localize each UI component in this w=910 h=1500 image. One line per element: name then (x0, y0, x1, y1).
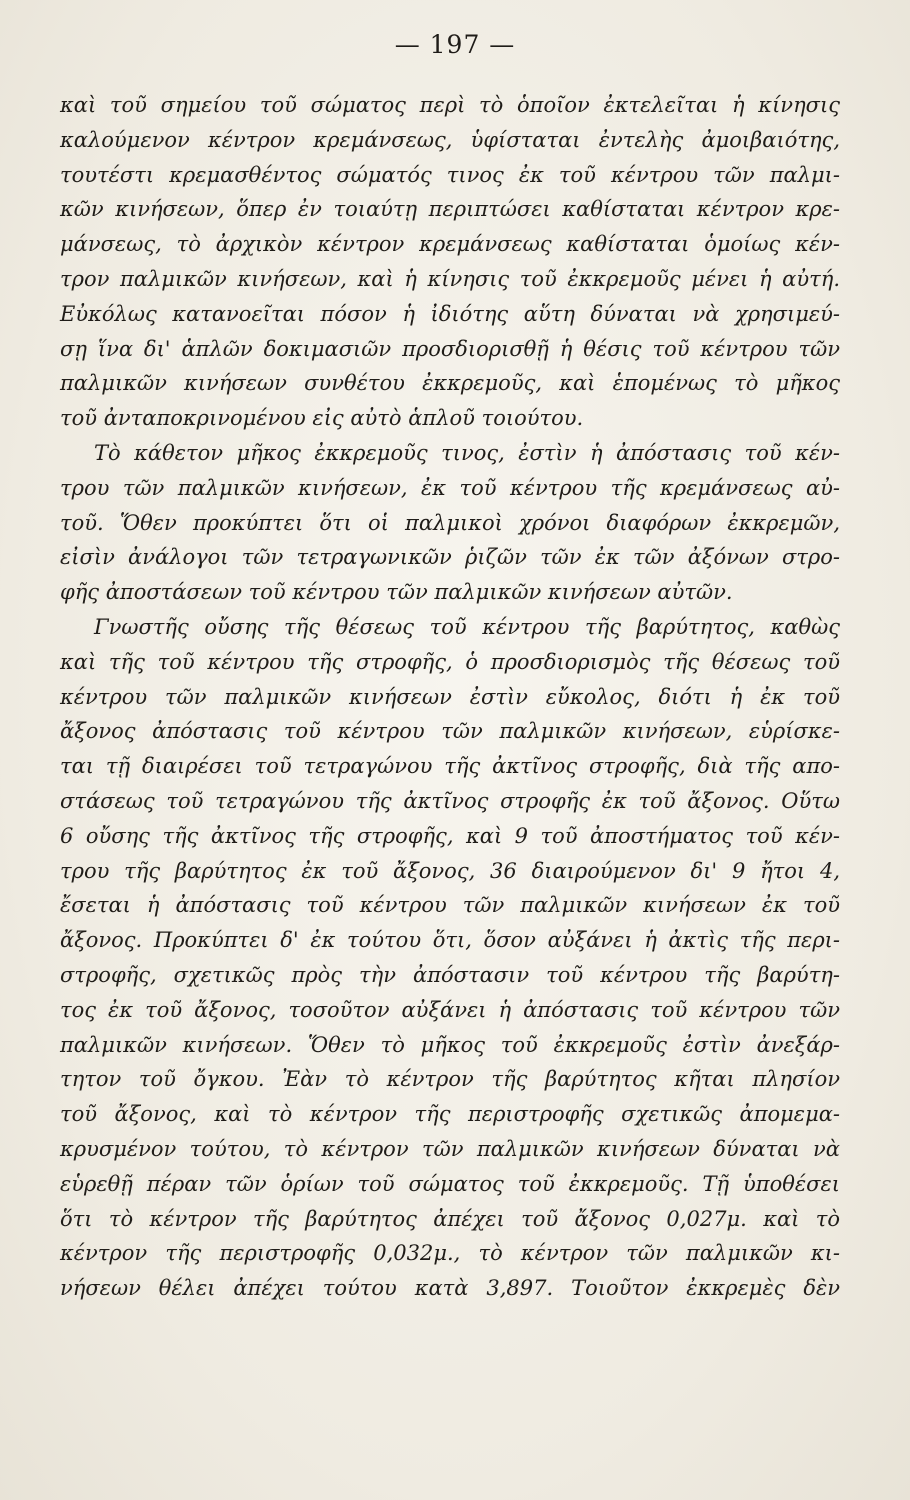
text-line: Εὐκόλως κατανοεῖται πόσον ἡ ἰδιότης αὕτη δύναται νὰ χρησιμεύ- (60, 301, 840, 326)
text-line: φῆς ἀποστάσεων τοῦ κέντρου τῶν παλμικῶν κινήσεων αὐτῶν. (60, 580, 733, 605)
text-line: εὑρεθῇ πέραν τῶν ὁρίων τοῦ σώματος τοῦ ἐκκρεμοῦς. Τῇ ὑποθέσει (60, 1171, 840, 1196)
text-line: παλμικῶν κινήσεων. Ὅθεν τὸ μῆκος τοῦ ἐκκρεμοῦς ἐστὶν ἀνεξάρ- (60, 1032, 840, 1057)
text-line: τοῦ ἄξονος, καὶ τὸ κέντρον τῆς περιστροφῆς σχετικῶς ἀπομεμα- (60, 1102, 840, 1127)
text-line: εἰσὶν ἀνάλογοι τῶν τετραγωνικῶν ῥιζῶν τῶν ἐκ τῶν ἀξόνων στρο- (60, 545, 840, 570)
text-line: Γνωστῆς οὔσης τῆς θέσεως τοῦ κέντρου τῆς βαρύτητος, καθὼς (94, 614, 840, 639)
text-line: καὶ τοῦ σημείου τοῦ σώματος περὶ τὸ ὁποῖον ἐκτελεῖται ἡ κίνησις (60, 93, 840, 117)
page-number: — 197 — (394, 30, 516, 59)
text-line: ἄξονος ἀπόστασις τοῦ κέντρου τῶν παλμικῶν κινήσεων, εὑρίσκε- (60, 719, 840, 744)
text-line: μάνσεως, τὸ ἀρχικὸν κέντρον κρεμάνσεως καθίσταται ὁμοίως κέν- (60, 232, 840, 257)
text-line: παλμικῶν κινήσεων συνθέτου ἐκκρεμοῦς, καὶ ἑπομένως τὸ μῆκος (60, 371, 840, 396)
text-line: κέντρον τῆς περιστροφῆς 0,032μ., τὸ κέντρον τῶν παλμικῶν κι- (60, 1241, 840, 1266)
text-line: κέντρου τῶν παλμικῶν κινήσεων ἐστὶν εὔκολος, διότι ἡ ἐκ τοῦ (60, 684, 840, 709)
text-line: ἔσεται ἡ ἀπόστασις τοῦ κέντρου τῶν παλμικῶν κινήσεων ἐκ τοῦ (60, 893, 840, 918)
text-line: 6 οὔσης τῆς ἀκτῖνος τῆς στροφῆς, καὶ 9 τοῦ ἀποστήματος τοῦ κέν- (60, 823, 840, 848)
text-line: τρου τῶν παλμικῶν κινήσεων, ἐκ τοῦ κέντρου τῆς κρεμάνσεως αὐ- (60, 475, 840, 500)
text-line: τητον τοῦ ὄγκου. Ἐὰν τὸ κέντρον τῆς βαρύτητος κῆται πλησίον (60, 1067, 840, 1092)
body-text (60, 88, 840, 1306)
text-line: νήσεων θέλει ἀπέχει τούτου κατὰ 3,897. Τοιοῦτον ἐκκρεμὲς δὲν (60, 1276, 840, 1301)
text-line: τρον παλμικῶν κινήσεων, καὶ ἡ κίνησις τοῦ ἐκκρεμοῦς μένει ἡ αὐτή. (60, 266, 840, 291)
text-line: καλούμενον κέντρον κρεμάνσεως, ὑφίσταται ἐντελὴς ἀμοιβαιότης, (60, 127, 840, 152)
text-line: κρυσμένον τούτου, τὸ κέντρον τῶν παλμικῶν κινήσεων δύναται νὰ (60, 1136, 840, 1161)
text-line: στροφῆς, σχετικῶς πρὸς τὴν ἀπόστασιν τοῦ κέντρου τῆς βαρύτη- (60, 962, 840, 987)
text-line: ὅτι τὸ κέντρον τῆς βαρύτητος ἀπέχει τοῦ ἄξονος 0,027μ. καὶ τὸ (60, 1206, 840, 1231)
text-line: κῶν κινήσεων, ὅπερ ἐν τοιαύτῃ περιπτώσει καθίσταται κέντρον κρε- (60, 197, 840, 222)
text-line: τρου τῆς βαρύτητος ἐκ τοῦ ἄξονος, 36 διαιρούμενον δι' 9 ἤτοι 4, (60, 858, 840, 883)
text-line: ἄξονος. Προκύπτει δ' ἐκ τούτου ὅτι, ὅσον αὐξάνει ἡ ἀκτὶς τῆς περι- (60, 928, 840, 953)
text-line: τοῦ. Ὅθεν προκύπτει ὅτι οἱ παλμικοὶ χρόνοι διαφόρων ἐκκρεμῶν, (60, 510, 840, 535)
text-line: στάσεως τοῦ τετραγώνου τῆς ἀκτῖνος στροφῆς ἐκ τοῦ ἄξονος. Οὕτω (60, 788, 840, 813)
text-line: τος ἐκ τοῦ ἄξονος, τοσοῦτον αὐξάνει ἡ ἀπόστασις τοῦ κέντρου τῶν (60, 997, 840, 1022)
text-line: καὶ τῆς τοῦ κέντρου τῆς στροφῆς, ὁ προσδιορισμὸς τῆς θέσεως τοῦ (60, 649, 840, 674)
text-line: ται τῇ διαιρέσει τοῦ τετραγώνου τῆς ἀκτῖνος στροφῆς, διὰ τῆς απο- (60, 754, 840, 779)
text-line: Τὸ κάθετον μῆκος ἐκκρεμοῦς τινος, ἐστὶν ἡ ἀπόστασις τοῦ κέν- (94, 440, 840, 465)
text-line: σῃ ἵνα δι' ἁπλῶν δοκιμασιῶν προσδιορισθῇ ἡ θέσις τοῦ κέντρου τῶν (60, 336, 840, 361)
text-line: τοῦ ἀνταποκρινομένου εἰς αὐτὸ ἁπλοῦ τοιούτου. (60, 406, 584, 431)
text-line: τουτέστι κρεμασθέντος σώματός τινος ἐκ τοῦ κέντρου τῶν παλμι- (60, 162, 840, 187)
